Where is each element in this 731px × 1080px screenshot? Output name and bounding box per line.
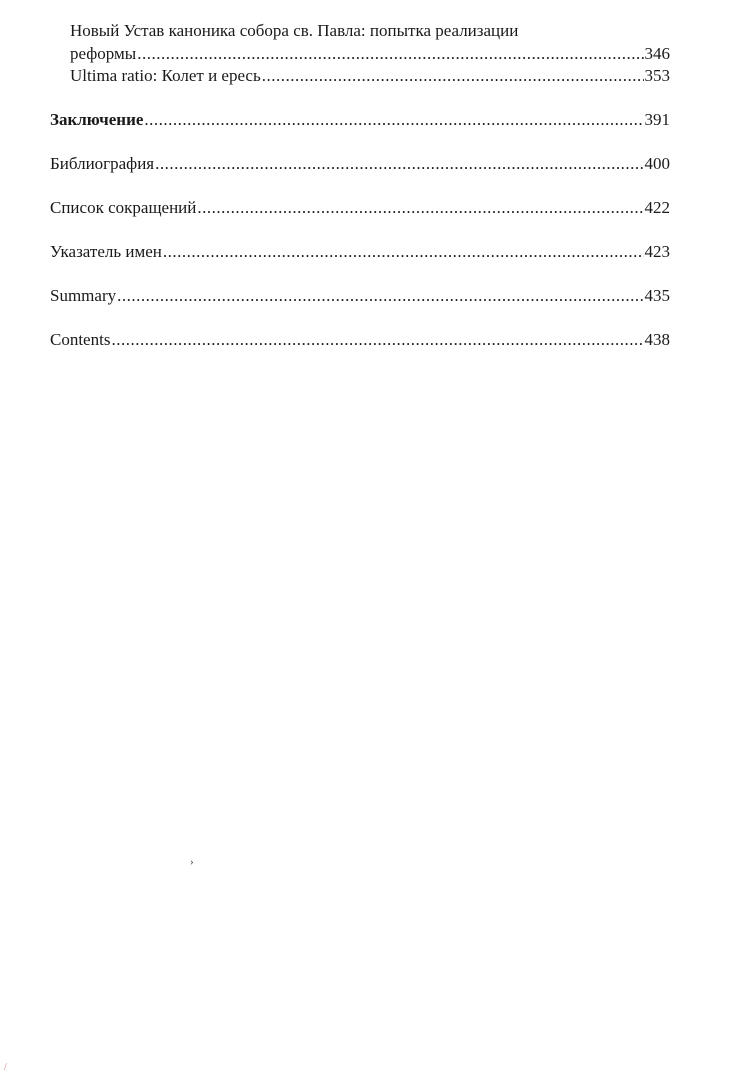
toc-entry-page: 353 — [644, 66, 670, 85]
toc-entry-abbreviations[interactable] — [50, 197, 670, 219]
dot-leader — [163, 241, 644, 263]
toc-entry-reform-title-line1: Новый Устав каноника собора св. Павла: попытка реализации — [70, 21, 519, 40]
toc-entry-title: реформы — [70, 44, 137, 63]
toc-entry-title: Указатель имен — [50, 242, 162, 261]
dot-leader — [117, 285, 643, 307]
toc-entry-title: Summary — [50, 286, 117, 305]
toc-entry-ultima[interactable] — [70, 65, 670, 87]
toc-entry-page: 400 — [644, 154, 670, 173]
toc-entry-conclusion[interactable] — [50, 109, 670, 131]
toc-entry-summary[interactable] — [50, 285, 670, 307]
toc-entry-index[interactable] — [50, 241, 670, 263]
dot-leader — [155, 153, 643, 175]
toc-entry-title: Contents — [50, 330, 111, 349]
dot-leader — [262, 65, 644, 87]
stray-print-mark: › — [190, 856, 194, 868]
dot-leader — [137, 43, 643, 65]
dot-leader — [144, 109, 643, 131]
toc-entry-page: 346 — [644, 44, 670, 63]
dot-leader — [111, 329, 643, 351]
toc-entry-title: Список сокращений — [50, 198, 197, 217]
toc-entry-page: 391 — [644, 110, 670, 129]
toc-entry-page: 423 — [644, 242, 670, 261]
toc-entry-page: 435 — [644, 286, 670, 305]
toc-entry-page: 422 — [644, 198, 670, 217]
toc-entry-bibliography[interactable] — [50, 153, 670, 175]
corner-print-mark: / — [4, 1062, 7, 1073]
dot-leader — [197, 197, 643, 219]
toc-entry-title: Заключение — [50, 110, 144, 129]
toc-entry-reform[interactable] — [70, 43, 670, 65]
toc-entry-contents[interactable] — [50, 329, 670, 351]
toc-entry-title: Ultima ratio: Колет и ересь — [70, 66, 261, 85]
toc-entry-page: 438 — [644, 330, 670, 349]
toc-entry-title: Библиография — [50, 154, 155, 173]
